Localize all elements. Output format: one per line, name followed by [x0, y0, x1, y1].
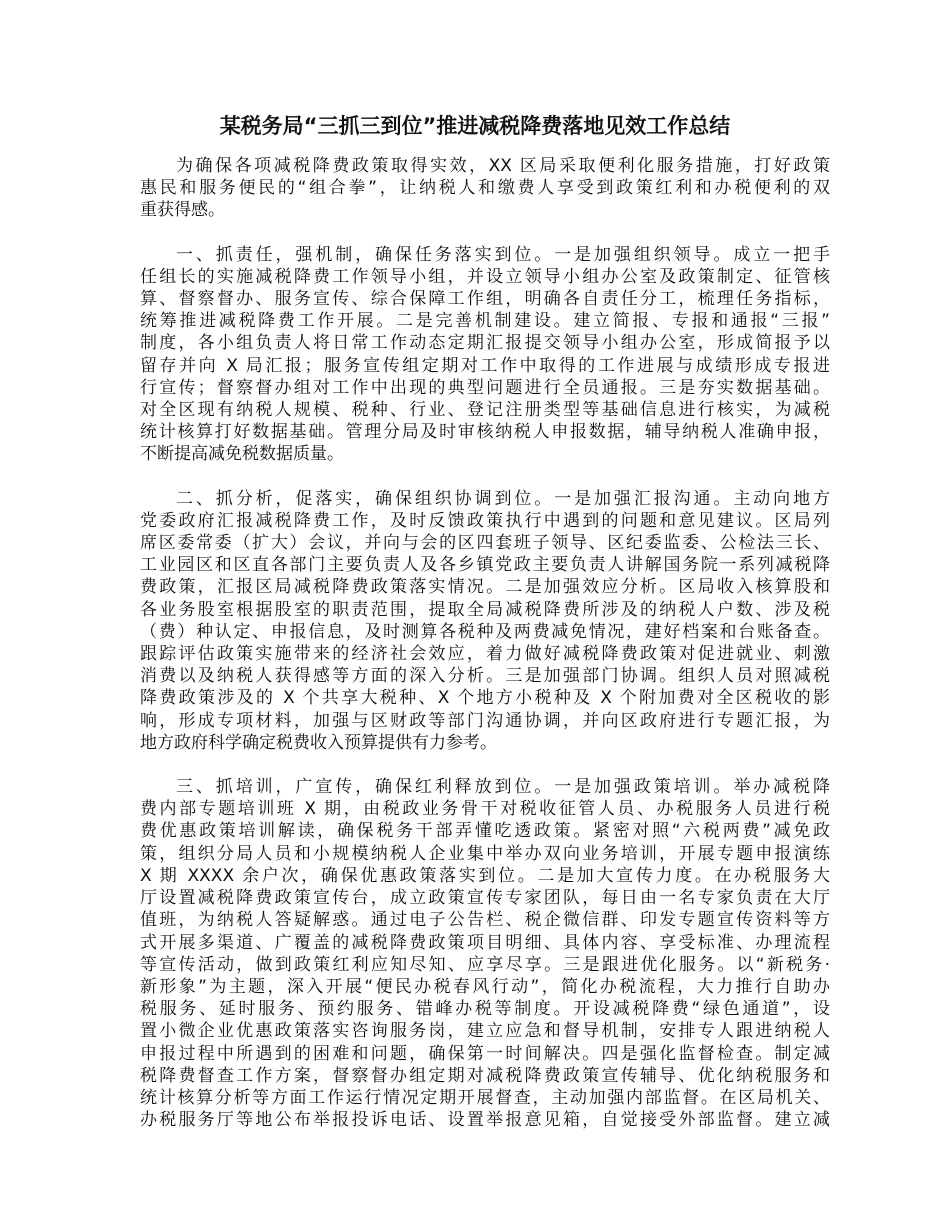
document-title: 某税务局“三抓三到位”推进减税降费落地见效工作总结 — [219, 114, 731, 138]
text-line: 统计核算分析等方面工作运行情况定期开展督查，主动加强内部监督。在区局机关、 — [140, 1087, 830, 1108]
text-line: 等宣传活动，做到政策红利应知尽知、应享尽享。三是跟进优化服务。以“新税务· — [140, 954, 830, 975]
text-line: X 期 XXXX 余户次，确保优惠政策落实到位。二是加大宣传力度。在办税服务大 — [140, 865, 830, 886]
text-line: 办税服务厅等地公布举报投诉电话、设置举报意见箱，自觉接受外部监督。建立减 — [140, 1110, 830, 1131]
text-line: 一、抓责任，强机制，确保任务落实到位。一是加强组织领导。成立一把手 — [176, 244, 830, 265]
text-line: 不断提高减免税数据质量。 — [140, 444, 344, 465]
text-line: 申报过程中所遇到的困难和问题，确保第一时间解决。四是强化监督检查。制定减 — [140, 1043, 830, 1064]
text-line: 费内部专题培训班 X 期，由税政业务骨干对税收征管人员、办税服务人员进行税 — [140, 799, 830, 820]
text-line: 对全区现有纳税人规模、税种、行业、登记注册类型等基础信息进行核实，为减税 — [140, 400, 830, 421]
text-line: 任组长的实施减税降费工作领导小组，并设立领导小组办公室及政策制定、征管核 — [140, 266, 830, 287]
text-line: 留存并向 X 局汇报；服务宣传组定期对工作中取得的工作进展与成绩形成专报进 — [140, 355, 830, 376]
text-line: 席区委常委（扩大）会议，并向与会的区四套班子领导、区纪委监委、公检法三长、 — [140, 533, 830, 554]
paragraph-analysis — [140, 488, 830, 754]
text-line: 二、抓分析，促落实，确保组织协调到位。一是加强汇报沟通。主动向地方 — [176, 488, 830, 509]
text-line: 行宣传；督察督办组对工作中出现的典型问题进行全员通报。三是夯实数据基础。 — [140, 377, 830, 398]
paragraph-intro — [140, 155, 830, 222]
text-line: 消费以及纳税人获得感等方面的深入分析。三是加强部门协调。组织人员对照减税 — [140, 666, 830, 687]
text-line: 统筹推进减税降费工作开展。二是完善机制建设。建立简报、专报和通报“三报” — [140, 311, 830, 332]
text-line: 式开展多渠道、广覆盖的减税降费政策项目明细、具体内容、享受标准、办理流程 — [140, 932, 830, 953]
text-line: 为确保各项减税降费政策取得实效，XX 区局采取便利化服务措施，打好政策 — [176, 156, 830, 176]
text-line: 响，形成专项材料，加强与区财政等部门沟通协调，并向区政府进行专题汇报，为 — [140, 710, 830, 731]
text-line: 各业务股室根据股室的职责范围，提取全局减税降费所涉及的纳税人户数、涉及税 — [140, 599, 830, 620]
text-line: 值班，为纳税人答疑解惑。通过电子公告栏、税企微信群、印发专题宣传资料等方 — [140, 910, 830, 931]
paragraph-responsibility — [140, 244, 830, 466]
text-line: 费政策，汇报区局减税降费政策落实情况。二是加强效应分析。区局收入核算股和 — [140, 577, 830, 598]
text-line: 费优惠政策培训解读，确保税务干部弄懂吃透政策。紧密对照“六税两费”减免政 — [140, 821, 830, 842]
text-line: 重获得感。 — [140, 200, 225, 221]
text-line: 统计核算打好数据基础。管理分局及时审核纳税人申报数据，辅导纳税人准确申报， — [140, 422, 830, 443]
text-line: 策，组织分局人员和小规模纳税人企业集中举办双向业务培训，开展专题申报演练 — [140, 843, 830, 864]
text-line: 制度，各小组负责人将日常工作动态定期汇报提交领导小组办公室，形成简报予以 — [140, 333, 830, 354]
text-line: 厅设置减税降费政策宣传台，成立政策宣传专家团队，每日由一名专家负责在大厅 — [140, 888, 830, 909]
text-line: 三、抓培训，广宣传，确保红利释放到位。一是加强政策培训。举办减税降 — [176, 777, 830, 798]
text-line: 税降费督查工作方案，督察督办组定期对减税降费政策宣传辅导、优化纳税服务和 — [140, 1065, 830, 1086]
text-line: 工业园区和区直各部门主要负责人及各乡镇党政主要负责人讲解国务院一系列减税降 — [140, 555, 830, 576]
paragraph-training — [140, 776, 830, 1131]
text-line: 党委政府汇报减税降费工作，及时反馈政策执行中遇到的问题和意见建议。区局列 — [140, 510, 830, 531]
text-line: 跟踪评估政策实施带来的经济社会效应，着力做好减税降费政策对促进就业、刺激 — [140, 644, 830, 665]
text-line: 地方政府科学确定税费收入预算提供有力参考。 — [140, 732, 497, 753]
text-line: 惠民和服务便民的“组合拳”，让纳税人和缴费人享受到政策红利和办税便利的双 — [140, 178, 830, 199]
text-line: 置小微企业优惠政策落实咨询服务岗，建立应急和督导机制，安排专人跟进纳税人 — [140, 1021, 830, 1042]
text-line: 税服务、延时服务、预约服务、错峰办税等制度。开设减税降费“绿色通道”，设 — [140, 999, 830, 1020]
text-line: 算、督察督办、服务宣传、综合保障工作组，明确各自责任分工，梳理任务指标， — [140, 289, 830, 310]
document-body — [140, 155, 830, 1153]
text-line: 新形象”为主题，深入开展“便民办税春风行动”，简化办税流程，大力推行自助办 — [140, 976, 830, 997]
text-line: （费）种认定、申报信息，及时测算各税种及两费减免情况，建好档案和台账备查。 — [140, 621, 830, 642]
text-line: 降费政策涉及的 X 个共享大税种、X 个地方小税种及 X 个附加费对全区税收的影 — [140, 688, 830, 709]
